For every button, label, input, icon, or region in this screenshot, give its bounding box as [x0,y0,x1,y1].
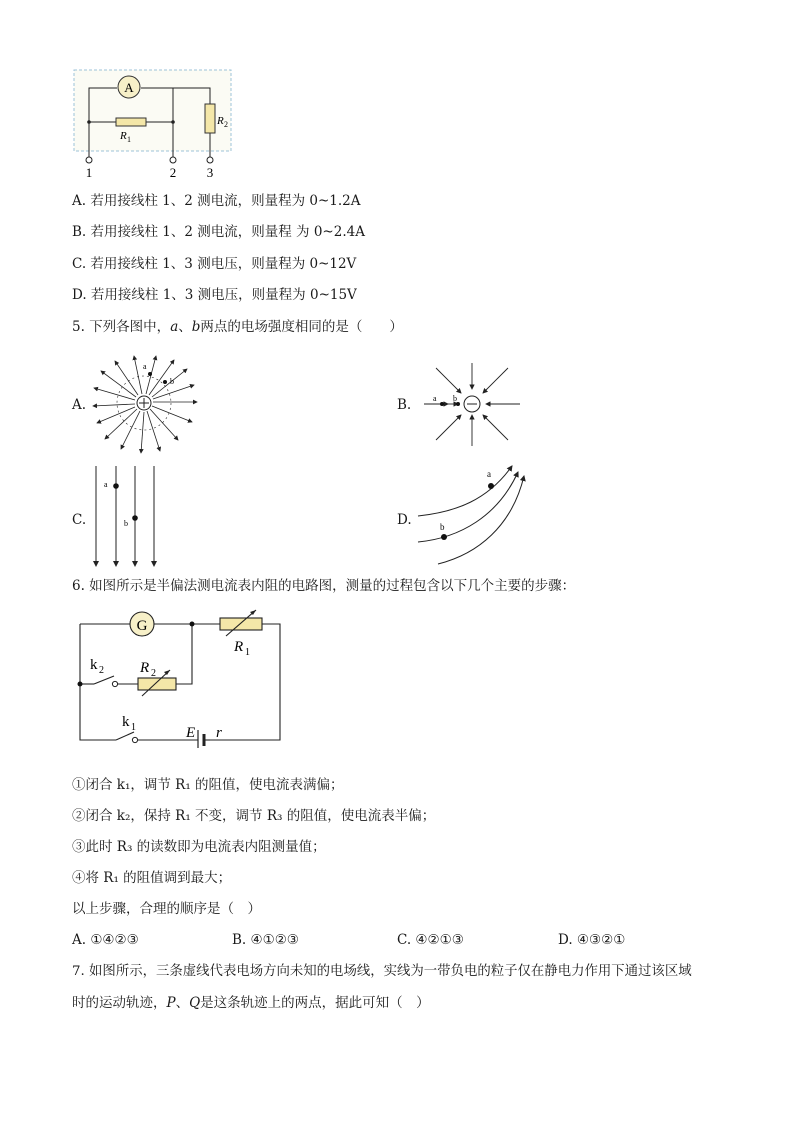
svg-text:k: k [90,657,98,673]
q5-option-d-letter: D. [397,512,412,528]
ammeter-conversion-circuit [70,66,240,182]
negative-charge-field-figure [422,360,522,450]
svg-text:A: A [124,80,134,95]
svg-text:G: G [136,618,148,634]
terminal-2 [170,157,176,163]
q6-option-a: A. ①④②③ [72,932,139,948]
q4-option-d: D. 若用接线柱 1、3 测电压，则量程为 0~15V [72,287,357,303]
rheostat-r2 [138,678,176,690]
positive-charge-field-figure [90,355,200,455]
svg-text:3: 3 [206,165,214,180]
svg-text:1: 1 [131,722,136,733]
svg-text:b: b [453,394,457,403]
svg-text:1: 1 [245,647,250,658]
svg-text:R: R [234,639,244,655]
q6-step-2: ②闭合 k₂，保持 R₁ 不变，调节 R₃ 的阻值，使电流表半偏； [72,808,436,824]
svg-text:E: E [186,725,196,741]
q4-option-b: B. 若用接线柱 1、2 测电流，则量程 为 0~2.4A [72,224,365,240]
terminal-1 [86,157,92,163]
q6-option-c: C. ④②①③ [397,932,464,948]
svg-text:1: 1 [85,165,93,180]
q4-option-a: A. 若用接线柱 1、2 测电流，则量程为 0~1.2A [72,193,361,209]
svg-text:k: k [122,714,130,730]
svg-text:a: a [487,469,491,479]
q7-stem-line1: 7. 如图所示，三条虚线代表电场方向未知的电场线，实线为一带负电的粒子仅在静电力作用下通过该区域 [72,964,692,979]
q6-question: 以上步骤，合理的顺序是（ ） [72,901,261,917]
q6-step-1: ①闭合 k₁，调节 R₁ 的阻值，使电流表满偏； [72,777,344,793]
rheostat-r1 [220,618,262,630]
svg-text:2: 2 [224,120,228,129]
terminal-3 [207,157,213,163]
svg-text:R: R [120,130,127,142]
q7-stem-line2: 时的运动轨迹，P、Q是这条轨迹上的两点，据此可知（ ） [72,995,430,1011]
q6-step-3: ③此时 R₃ 的读数即为电流表内阻测量值； [72,839,326,855]
svg-text:b: b [170,377,174,386]
svg-text:2: 2 [151,668,156,679]
q5-option-a-letter: A. [72,397,87,413]
svg-text:a: a [104,480,108,489]
q6-option-b: B. ④①②③ [232,932,299,948]
q5-stem: 5. 下列各图中，a、b两点的电场强度相同的是（ ） [72,319,403,335]
svg-text:1: 1 [127,135,131,144]
q6-option-d: D. ④③②① [558,932,626,948]
svg-text:a: a [433,394,437,403]
svg-text:2: 2 [99,665,104,676]
half-deflection-circuit [74,606,290,748]
svg-text:R: R [140,660,150,676]
resistor-r1 [116,118,146,126]
svg-text:b: b [440,522,445,532]
svg-text:b: b [124,519,128,528]
q6-stem: 6. 如图所示是半偏法测电流表内阻的电路图，测量的过程包含以下几个主要的步骤： [72,578,576,594]
q4-option-c: C. 若用接线柱 1、3 测电压，则量程为 0~12V [72,256,357,272]
q5-option-b-letter: B. [397,397,412,413]
resistor-r2 [205,104,215,133]
curved-field-figure [416,460,532,570]
svg-text:r: r [216,725,222,741]
svg-text:R: R [217,115,224,127]
q5-option-c-letter: C. [72,512,87,528]
svg-text:2: 2 [169,165,177,180]
uniform-field-figure [88,464,168,570]
q6-step-4: ④将 R₁ 的阻值调到最大； [72,870,232,886]
svg-text:a: a [143,362,147,371]
